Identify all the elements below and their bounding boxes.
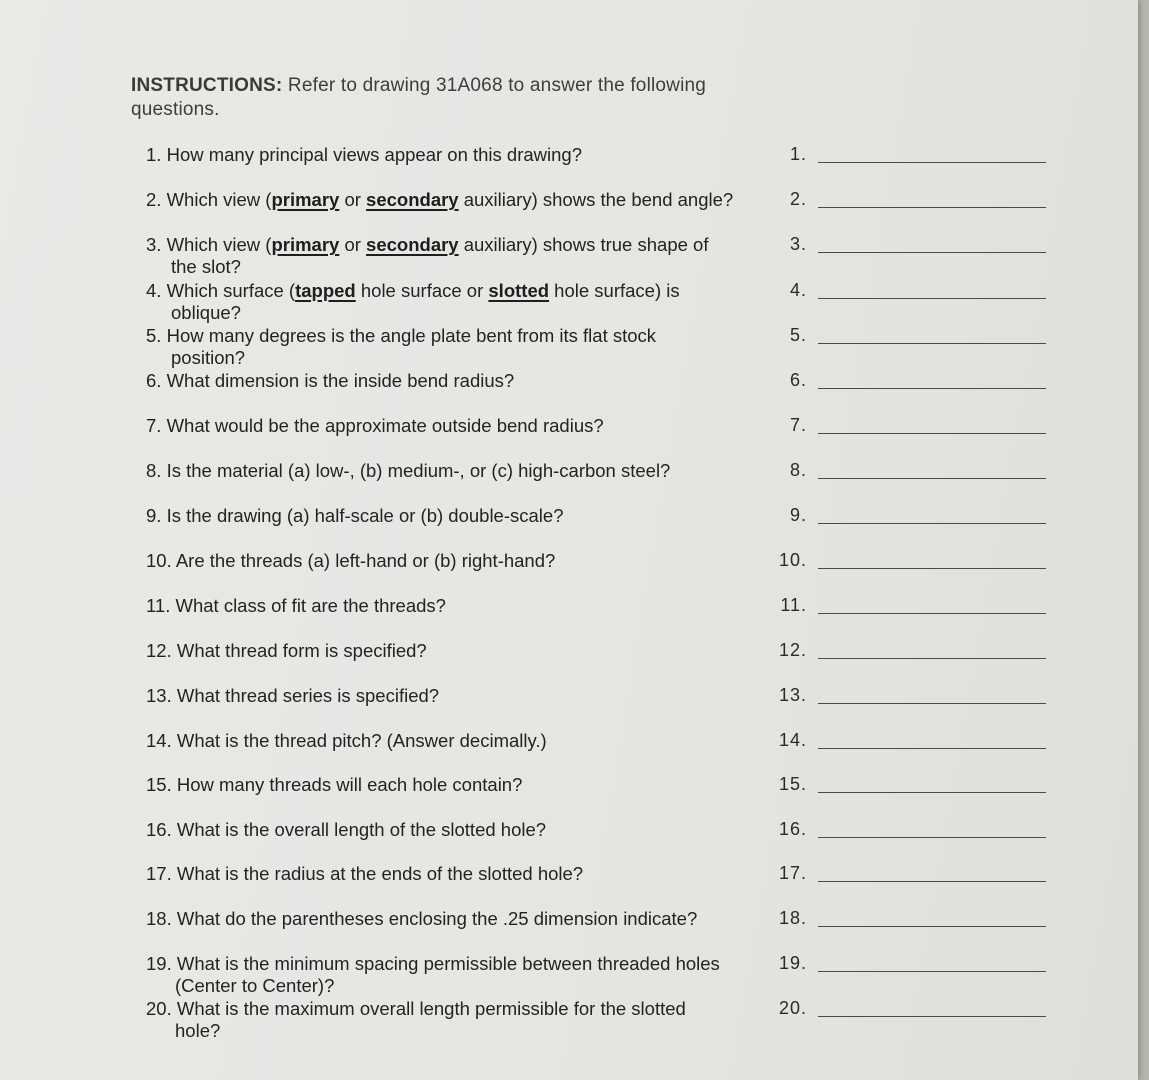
question-text: What thread form is specified? bbox=[176, 640, 427, 661]
answer-5 bbox=[770, 325, 1050, 349]
answer-14 bbox=[770, 730, 1050, 754]
answer-1 bbox=[770, 144, 1050, 168]
question-11 bbox=[146, 595, 751, 617]
question-number: 20. bbox=[146, 998, 172, 1019]
answer-18 bbox=[770, 908, 1050, 932]
question-number: 16. bbox=[146, 819, 172, 840]
question-text: Which view ( bbox=[166, 189, 272, 210]
answer-number: 10. bbox=[778, 550, 807, 570]
underlined-term: secondary bbox=[366, 234, 459, 255]
question-text: Are the threads (a) left-hand or (b) right-hand? bbox=[175, 550, 556, 571]
answer-number: 20. bbox=[778, 998, 807, 1018]
question-10 bbox=[146, 550, 751, 572]
instructions-heading: INSTRUCTIONS: bbox=[131, 75, 283, 96]
answer-number: 5. bbox=[789, 325, 807, 345]
answer-4 bbox=[770, 280, 1050, 304]
answer-7 bbox=[770, 415, 1050, 439]
answer-blank[interactable] bbox=[818, 703, 1046, 704]
question-text-continued: oblique? bbox=[171, 302, 241, 323]
answer-number: 3. bbox=[789, 234, 807, 254]
answer-blank[interactable] bbox=[818, 748, 1046, 749]
answer-number: 8. bbox=[789, 460, 807, 480]
answer-blank[interactable] bbox=[818, 162, 1046, 163]
answer-blank[interactable] bbox=[818, 658, 1046, 659]
answer-blank[interactable] bbox=[818, 568, 1046, 569]
answer-number: 14. bbox=[778, 730, 807, 750]
answer-10 bbox=[770, 550, 1050, 574]
answer-20 bbox=[770, 998, 1050, 1022]
answer-15 bbox=[770, 774, 1050, 798]
answer-number: 13. bbox=[778, 685, 807, 705]
instructions bbox=[131, 74, 751, 122]
question-number: 9. bbox=[146, 505, 162, 526]
question-text: What class of fit are the threads? bbox=[175, 595, 446, 616]
question-9 bbox=[146, 505, 751, 527]
question-text: What thread series is specified? bbox=[176, 685, 440, 706]
question-text-continued: (Center to Center)? bbox=[175, 975, 335, 996]
answer-blank[interactable] bbox=[818, 1016, 1046, 1017]
answer-blank[interactable] bbox=[818, 971, 1046, 972]
question-text: Which surface ( bbox=[166, 280, 296, 301]
question-text: What is the maximum overall length permissible for the slotted bbox=[176, 998, 686, 1019]
question-number: 15. bbox=[146, 774, 172, 795]
question-number: 10. bbox=[146, 550, 172, 571]
answer-2 bbox=[770, 189, 1050, 213]
question-15 bbox=[146, 774, 751, 796]
question-16 bbox=[146, 819, 751, 841]
answer-blank[interactable] bbox=[818, 926, 1046, 927]
answer-blank[interactable] bbox=[818, 881, 1046, 882]
question-text: What is the overall length of the slotted hole? bbox=[176, 819, 547, 840]
question-text: hole surface or bbox=[355, 280, 489, 301]
question-19 bbox=[146, 953, 751, 997]
question-number: 5. bbox=[146, 325, 162, 346]
question-5 bbox=[146, 325, 751, 369]
question-number: 18. bbox=[146, 908, 172, 929]
answer-11 bbox=[770, 595, 1050, 619]
answer-9 bbox=[770, 505, 1050, 529]
question-8 bbox=[146, 460, 751, 482]
question-3 bbox=[146, 234, 751, 278]
answer-number: 4. bbox=[789, 280, 807, 300]
question-18 bbox=[146, 908, 751, 930]
answer-number: 11. bbox=[780, 595, 807, 615]
question-text: What do the parentheses enclosing the .25 dimension indicate? bbox=[176, 908, 698, 929]
answer-blank[interactable] bbox=[818, 523, 1046, 524]
answer-blank[interactable] bbox=[818, 343, 1046, 344]
question-4 bbox=[146, 280, 751, 324]
question-text: How many principal views appear on this drawing? bbox=[166, 144, 583, 165]
answer-blank[interactable] bbox=[818, 792, 1046, 793]
question-number: 19. bbox=[146, 953, 172, 974]
question-6 bbox=[146, 370, 751, 392]
answer-13 bbox=[770, 685, 1050, 709]
question-text: or bbox=[339, 234, 367, 255]
answer-3 bbox=[770, 234, 1050, 258]
underlined-term: slotted bbox=[488, 280, 550, 301]
underlined-term: primary bbox=[271, 189, 340, 210]
question-2 bbox=[146, 189, 751, 211]
answer-blank[interactable] bbox=[818, 252, 1046, 253]
instructions-text: Refer to drawing 31A068 to answer the following questions. bbox=[131, 75, 707, 120]
question-number: 4. bbox=[146, 280, 162, 301]
question-text: Is the drawing (a) half-scale or (b) double-scale? bbox=[166, 505, 564, 526]
question-number: 8. bbox=[146, 460, 162, 481]
question-text-continued: position? bbox=[171, 347, 246, 368]
question-text: auxiliary) shows the bend angle? bbox=[458, 189, 734, 210]
answer-blank[interactable] bbox=[818, 433, 1046, 434]
answer-number: 16. bbox=[778, 819, 807, 839]
question-12 bbox=[146, 640, 751, 662]
answer-blank[interactable] bbox=[818, 613, 1046, 614]
answer-number: 15. bbox=[778, 774, 807, 794]
answer-number: 2. bbox=[789, 189, 807, 209]
question-text: What would be the approximate outside bend radius? bbox=[166, 415, 604, 436]
question-20 bbox=[146, 998, 751, 1042]
answer-number: 7. bbox=[789, 415, 807, 435]
question-text: What is the thread pitch? (Answer decimally.) bbox=[176, 730, 547, 751]
question-text: or bbox=[339, 189, 367, 210]
question-text: What is the radius at the ends of the slotted hole? bbox=[176, 863, 584, 884]
question-text: auxiliary) shows true shape of bbox=[458, 234, 709, 255]
question-number: 17. bbox=[146, 863, 172, 884]
answer-17 bbox=[770, 863, 1050, 887]
question-text: What is the minimum spacing permissible between threaded holes bbox=[176, 953, 720, 974]
answer-number: 1. bbox=[789, 144, 807, 164]
question-number: 2. bbox=[146, 189, 162, 210]
answer-number: 6. bbox=[789, 370, 807, 390]
question-text: Is the material (a) low-, (b) medium-, or (c) high-carbon steel? bbox=[166, 460, 671, 481]
question-number: 3. bbox=[146, 234, 162, 255]
question-7 bbox=[146, 415, 751, 437]
answer-blank[interactable] bbox=[818, 837, 1046, 838]
answer-12 bbox=[770, 640, 1050, 664]
answer-number: 9. bbox=[789, 505, 807, 525]
question-text: What dimension is the inside bend radius? bbox=[166, 370, 515, 391]
answer-blank[interactable] bbox=[818, 478, 1046, 479]
answer-6 bbox=[770, 370, 1050, 394]
question-number: 6. bbox=[146, 370, 162, 391]
question-14 bbox=[146, 730, 751, 752]
question-number: 1. bbox=[146, 144, 162, 165]
question-1 bbox=[146, 144, 751, 166]
answer-number: 17. bbox=[778, 863, 807, 883]
question-text-continued: the slot? bbox=[171, 256, 241, 277]
question-text: hole surface) is bbox=[549, 280, 680, 301]
answer-number: 12. bbox=[778, 640, 807, 660]
answer-blank[interactable] bbox=[818, 298, 1046, 299]
answer-blank[interactable] bbox=[818, 207, 1046, 208]
answer-blank[interactable] bbox=[818, 388, 1046, 389]
question-text: How many threads will each hole contain? bbox=[176, 774, 523, 795]
question-number: 7. bbox=[146, 415, 162, 436]
answer-number: 18. bbox=[778, 908, 807, 928]
answer-19 bbox=[770, 953, 1050, 977]
question-text-continued: hole? bbox=[175, 1020, 221, 1041]
question-number: 14. bbox=[146, 730, 172, 751]
underlined-term: primary bbox=[271, 234, 340, 255]
question-text: Which view ( bbox=[166, 234, 272, 255]
underlined-term: secondary bbox=[366, 189, 459, 210]
question-number: 13. bbox=[146, 685, 172, 706]
answer-8 bbox=[770, 460, 1050, 484]
question-13 bbox=[146, 685, 751, 707]
question-text: How many degrees is the angle plate bent from its flat stock bbox=[166, 325, 657, 346]
answer-16 bbox=[770, 819, 1050, 843]
question-number: 11. bbox=[146, 595, 171, 616]
answer-number: 19. bbox=[778, 953, 807, 973]
underlined-term: tapped bbox=[295, 280, 356, 301]
question-number: 12. bbox=[146, 640, 172, 661]
question-17 bbox=[146, 863, 751, 885]
